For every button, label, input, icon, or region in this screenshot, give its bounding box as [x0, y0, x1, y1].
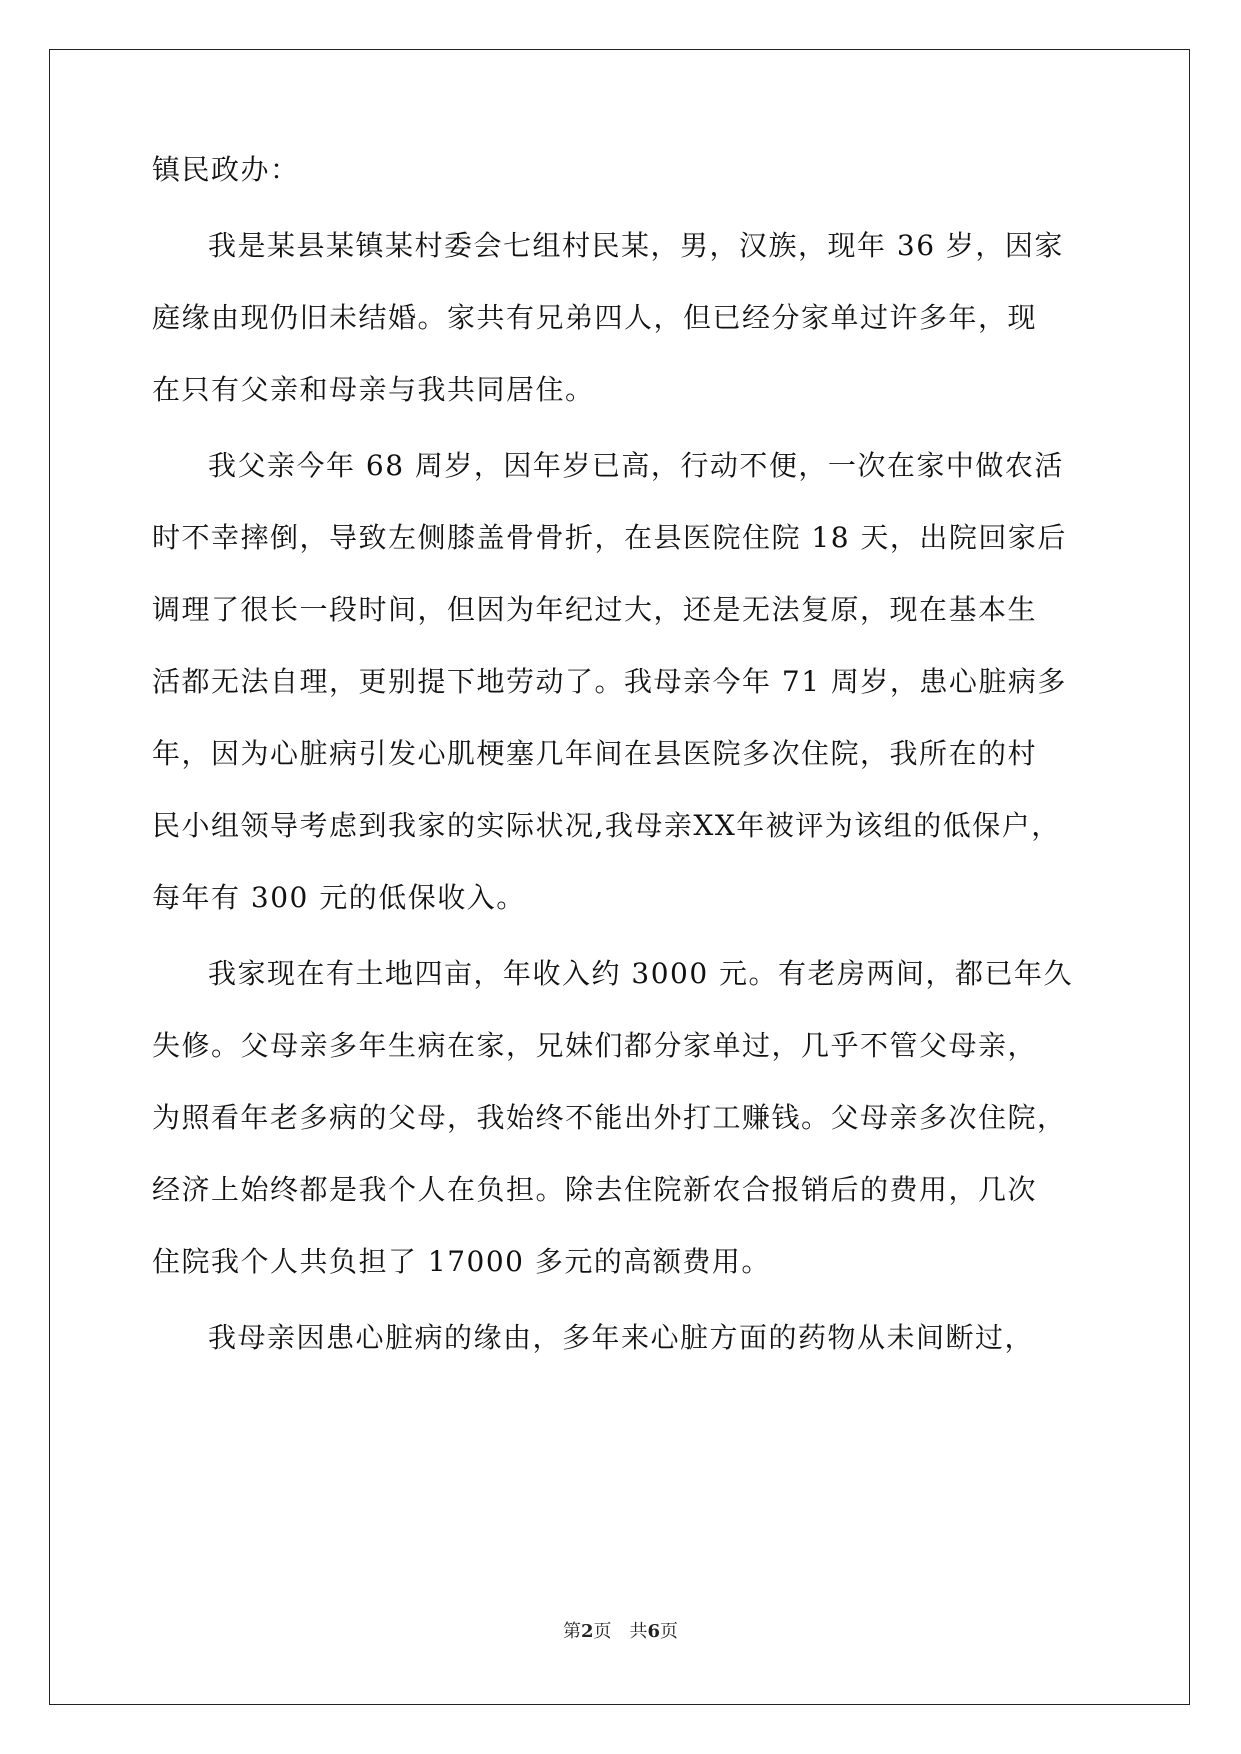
total-pages-number: 6	[647, 1621, 661, 1642]
paragraph-line: 我家现在有土地四亩，年收入约 3000 元。有老房两间，都已年久	[208, 957, 1074, 990]
paragraph-line: 每年有 300 元的低保收入。	[152, 881, 526, 914]
footer-suffix: 页	[660, 1621, 679, 1642]
current-page-number: 2	[580, 1621, 594, 1642]
paragraph-line: 活都无法自理，更别提下地劳动了。我母亲今年 71 周岁，患心脏病多	[152, 665, 1067, 698]
footer-middle: 页 共	[593, 1621, 648, 1642]
paragraph-line: 民小组领导考虑到我家的实际状况,我母亲XX年被评为该组的低保户，	[152, 809, 1061, 842]
paragraph-line: 年，因为心脏病引发心肌梗塞几年间在县医院多次住院，我所在的村	[152, 737, 1038, 770]
page-footer	[0, 1620, 1241, 1644]
paragraph-line: 时不幸摔倒，导致左侧膝盖骨骨折，在县医院住院 18 天，出院回家后	[152, 521, 1067, 554]
paragraph-line: 为照看年老多病的父母，我始终不能出外打工赚钱。父母亲多次住院，	[152, 1101, 1067, 1134]
paragraph-line: 我是某县某镇某村委会七组村民某，男，汉族，现年 36 岁，因家	[208, 229, 1064, 262]
paragraph-line: 我母亲因患心脏病的缘由，多年来心脏方面的药物从未间断过，	[208, 1321, 1035, 1354]
paragraph-line: 调理了很长一段时间，但因为年纪过大，还是无法复原，现在基本生	[152, 593, 1038, 626]
paragraph-line: 我父亲今年 68 周岁，因年岁已高，行动不便，一次在家中做农活	[208, 449, 1064, 482]
paragraph-line: 经济上始终都是我个人在负担。除去住院新农合报销后的费用，几次	[152, 1173, 1038, 1206]
salutation: 镇民政办：	[152, 153, 300, 186]
paragraph-line: 庭缘由现仍旧未结婚。家共有兄弟四人，但已经分家单过许多年，现	[152, 301, 1038, 334]
paragraph-line: 在只有父亲和母亲与我共同居住。	[152, 373, 595, 406]
paragraph-line: 住院我个人共负担了 17000 多元的高额费用。	[152, 1245, 771, 1278]
footer-prefix: 第	[562, 1621, 581, 1642]
paragraph-line: 失修。父母亲多年生病在家，兄妹们都分家单过，几乎不管父母亲，	[152, 1029, 1038, 1062]
